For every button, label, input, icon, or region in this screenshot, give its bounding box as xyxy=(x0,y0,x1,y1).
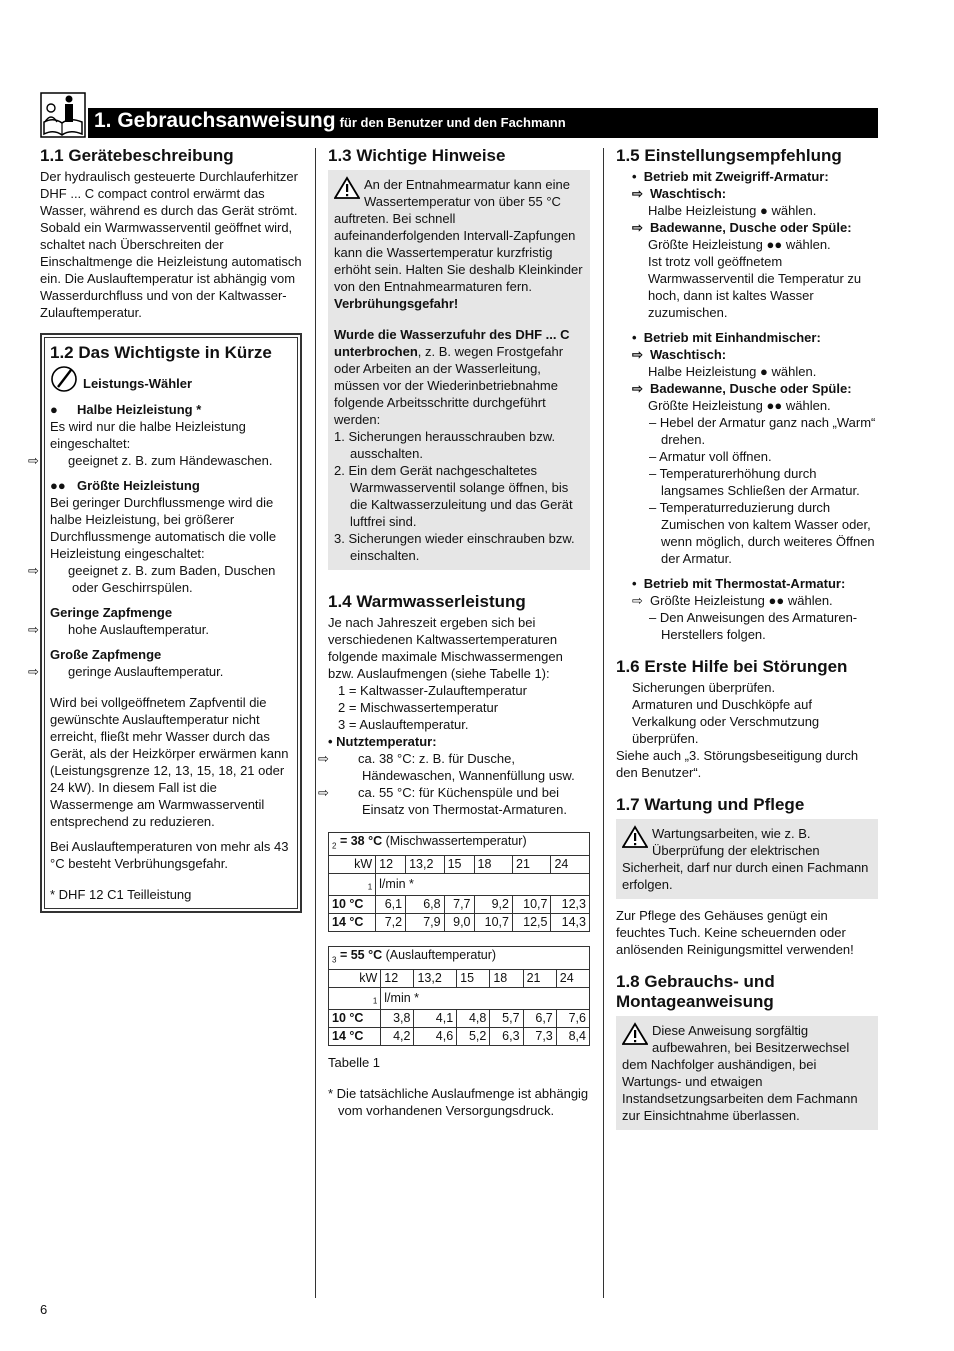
table-row: $_1$ l/min * xyxy=(329,873,590,896)
arrow-right-icon: ⇨ xyxy=(632,347,643,362)
summary-box xyxy=(28,333,302,913)
section-1-3-title: 1.3 Wichtige Hinweise xyxy=(328,146,506,165)
warning-scald-bold: Verbrühungsgefahr! xyxy=(334,296,459,311)
warning-icon xyxy=(622,825,648,849)
page-number: 6 xyxy=(40,1302,48,1317)
maintenance-warning-text: Wartungsarbeiten, wie z. B. Überprüfung der elektrischen Sicherheit, darf nur durch einen Fachmann erfolgen. xyxy=(622,826,869,892)
warning-icon xyxy=(334,176,360,200)
arrow-right-icon: ⇨ xyxy=(318,751,329,766)
first-aid-line: Sicherungen überprüfen. xyxy=(632,680,776,695)
single-lever-step: – Hebel der Armatur ganz nach „Warm“ drehen. xyxy=(649,415,876,447)
summary-paragraph-1: Wird bei vollgeöffnetem Zapfventil die gewünschte Auslauftemperatur nicht erreicht, fließt mehr Wasser durch das Gerät, als der Heizkörper erwärmen kann (Leistungsgrenze 12, 13, 15, 18, 21 oder 24 kW). In diesem Fall ist die Wassermenge am Warmwasserventil entsprechend zu reduzieren. xyxy=(50,695,289,829)
manual-keep-warning-text: Diese Anweisung sorgfältig aufbewahren, bei Besitzerwechsel dem Nachfolger aushändigen, bei Wartungs- und etwaigen Instandsetzungsarbeiten dem Fachmann zur Einsichtnahme überlassen. xyxy=(622,1023,858,1123)
table-row: 14 °C 4,2 4,6 5,2 6,3 7,3 8,4 xyxy=(329,1028,590,1046)
page-header xyxy=(40,92,878,138)
bullet-icon: • xyxy=(632,576,637,591)
table-row: $_2$ = 38 °C (Mischwassertemperatur) xyxy=(329,833,590,856)
table-row: $_1$ l/min * xyxy=(329,987,590,1010)
table-row: 14 °C 7,2 7,9 9,0 10,7 12,5 14,3 xyxy=(329,914,590,932)
table-row: kW 12 13,2 15 18 21 24 xyxy=(329,969,590,987)
thermostat-full-power: ⇨ Größte Heizleistung ●● wählen. xyxy=(632,593,833,608)
section-1-5-title: 1.5 Einstellungsempfehlung xyxy=(616,146,842,165)
legend-item: 2 = Mischwassertemperatur xyxy=(338,700,499,715)
half-power-label: ● Halbe Heizleistung * xyxy=(50,402,202,417)
bullet-icon: • xyxy=(632,330,637,345)
column-divider xyxy=(315,148,316,1298)
table-mixed-water xyxy=(328,832,590,932)
summary-paragraph-2: Bei Auslauftemperaturen von mehr als 43 °C besteht Verbrühungsgefahr. xyxy=(50,839,289,871)
arrow-right-icon: ⇨ xyxy=(28,622,39,637)
dot-icon: ● xyxy=(760,203,768,218)
section-1-7-title: 1.7 Wartung und Pflege xyxy=(616,795,805,814)
manual-keep-warning-box xyxy=(616,1016,878,1130)
maintenance-text: Zur Pflege des Gehäuses genügt ein feuchtes Tuch. Keine scheuernden oder anlösenden Reinigungsmittel verwenden! xyxy=(616,908,854,957)
section-1-4-title: 1.4 Warmwasserleistung xyxy=(328,592,526,611)
double-dot-icon: ●● xyxy=(766,398,783,413)
washbasin-label: ⇨ Waschtisch: xyxy=(632,347,727,362)
full-power-choice: Größte Heizleistung ●● wählen. xyxy=(648,398,831,413)
power-selector-icon xyxy=(50,365,78,393)
table-row: $_3$ = 55 °C (Auslauftemperatur) xyxy=(329,947,590,970)
arrow-right-icon: ⇨ xyxy=(632,593,643,608)
arrow-right-icon: ⇨ xyxy=(632,381,643,396)
arrow-right-icon: ⇨ xyxy=(28,453,39,468)
step-item: 1. Sicherungen herausschrauben bzw. ausschalten. xyxy=(334,429,556,461)
arrow-right-icon: ⇨ xyxy=(28,563,39,578)
bath-shower-label: ⇨ Badewanne, Dusche oder Spüle: xyxy=(632,220,852,235)
warning-icon xyxy=(622,1022,648,1046)
half-power-text: Es wird nur die halbe Heizleistung eingeschaltet: xyxy=(50,419,246,451)
bath-shower-label: ⇨ Badewanne, Dusche oder Spüle: xyxy=(632,381,852,396)
single-lever-step: – Temperaturerhöhung durch langsames Schließen der Armatur. xyxy=(649,466,860,498)
table-row: kW 12 13,2 15 18 21 24 xyxy=(329,855,590,873)
use-temperature-label: • Nutztemperatur: xyxy=(328,734,437,749)
double-dot-icon: ●● xyxy=(766,237,783,252)
table-outlet-water xyxy=(328,946,590,1046)
full-power-choice: Größte Heizleistung ●● wählen. xyxy=(648,237,831,252)
legend-item: 3 = Auslauftemperatur. xyxy=(338,717,469,732)
table-caption: Tabelle 1 xyxy=(328,1055,381,1070)
column-1 xyxy=(28,146,302,913)
selector-label: Leistungs-Wähler xyxy=(83,376,193,391)
bullet-icon: • xyxy=(632,169,637,184)
low-flow-text: ⇨ hohe Auslauftemperatur. xyxy=(28,622,209,637)
maintenance-warning-box xyxy=(616,819,878,899)
full-power-text: Bei geringer Durchflussmenge wird die halbe Heizleistung, bei größerer Durchflussmenge automatisch die volle Heizleistung eingeschaltet: xyxy=(50,495,277,561)
first-aid-line: Armaturen und Duschköpfe auf Verkalkung oder Verschmutzung überprüfen. xyxy=(632,697,820,746)
thermostat-step: – Den Anweisungen des Armaturen-Herstellers folgen. xyxy=(649,610,858,642)
double-dot-icon: ●● xyxy=(768,593,785,608)
table-row: 10 °C 6,1 6,8 7,7 9,2 10,7 12,3 xyxy=(329,896,590,914)
table-footnote: * Die tatsächliche Auslaufmenge ist abhängig vom vorhandenen Versorgungsdruck. xyxy=(328,1086,589,1118)
high-flow-text: ⇨ geringe Auslauftemperatur. xyxy=(28,664,224,679)
full-power-label: ●● Größte Heizleistung xyxy=(50,478,200,493)
warning-text-scald: An der Entnahmearmatur kann eine Wassertemperatur von über 55 °C auftreten. Bei schnell aufeinanderfolgenden Intervall-Zapfungen kann die Wassertemperatur kurzfristig erhöht sein. Halten Sie deshalb Kleinkinder von den Entnahmearmaturen fern. xyxy=(334,177,583,294)
legend-item: 1 = Kaltwasser-Zulauftemperatur xyxy=(338,683,527,698)
section-1-8-title: 1.8 Gebrauchs- und Montageanweisung xyxy=(616,972,775,1011)
table-row: 10 °C 3,8 4,1 4,8 5,7 6,7 7,6 xyxy=(329,1010,590,1028)
full-power-use: ⇨ geeignet z. B. zum Baden, Duschen oder Geschirrspülen. xyxy=(28,563,276,595)
user-manual-icon xyxy=(40,92,86,138)
section-1-1-title: 1.1 Gerätebeschreibung xyxy=(40,146,234,165)
half-power-choice: Halbe Heizleistung ● wählen. xyxy=(648,203,817,218)
interruption-text: Wurde die Wasserzufuhr des DHF ... C unterbrochen, z. B. wegen Frostgefahr oder Arbeiten an der Wasserleitung, müssen vor der Wiederinbetriebnahme folgende Arbeitsschritte durchgeführt werden: xyxy=(334,327,570,427)
two-handle-label: • Betrieb mit Zweigriff-Armatur: xyxy=(632,169,829,184)
double-dot-icon: ●● xyxy=(50,478,66,493)
column-2 xyxy=(318,146,590,1119)
low-flow-label: Geringe Zapfmenge xyxy=(50,605,173,620)
step-item: 2. Ein dem Gerät nachgeschaltetes Warmwasserventil solange öffnen, bis die Kaltwasserzuleitung und das Gerät luftfrei sind. xyxy=(334,463,573,529)
dot-icon: ● xyxy=(760,364,768,379)
use-temperature-55: ⇨ ca. 55 °C: für Küchenspüle und bei Einsatz von Thermostat-Armaturen. xyxy=(318,785,567,817)
two-handle-note: Ist trotz voll geöffnetem Warmwasserventil die Temperatur zu hoch, dann ist kaltes Wasser zuzumischen. xyxy=(648,254,862,320)
thermostat-label: • Betrieb mit Thermostat-Armatur: xyxy=(632,576,846,591)
section-1-1-text: Der hydraulisch gesteuerte Durchlauferhitzer DHF ... C compact control erwärmt das Wasser, während es durch das Gerät strömt. Sobald ein Warmwasserventil geöffnet wird, schaltet nach Überschreiten der Einschaltmenge die Heizleistung automatisch ein. Die Auslauftemperatur ist abhängig vom Wasserdurchfluss und von der Kaltwasser-Zulauftemperatur. xyxy=(40,169,302,320)
summary-footnote: * DHF 12 C1 Teilleistung xyxy=(50,887,192,902)
important-notes-box xyxy=(328,170,590,570)
half-power-use: ⇨ geeignet z. B. zum Händewaschen. xyxy=(28,453,273,468)
page-subtitle: für den Benutzer und den Fachmann xyxy=(339,115,566,130)
arrow-right-icon: ⇨ xyxy=(318,785,329,800)
arrow-right-icon: ⇨ xyxy=(632,186,643,201)
half-power-choice: Halbe Heizleistung ● wählen. xyxy=(648,364,817,379)
first-aid-reference: Siehe auch „3. Störungsbeseitigung durch den Benutzer“. xyxy=(616,748,859,780)
section-1-6-title: 1.6 Erste Hilfe bei Störungen xyxy=(616,657,848,676)
arrow-right-icon: ⇨ xyxy=(632,220,643,235)
high-flow-label: Große Zapfmenge xyxy=(50,647,162,662)
arrow-right-icon: ⇨ xyxy=(28,664,39,679)
washbasin-label: ⇨ Waschtisch: xyxy=(632,186,727,201)
dot-icon: ● xyxy=(50,402,58,417)
single-lever-step: – Armatur voll öffnen. xyxy=(649,449,772,464)
section-1-4-text: Je nach Jahreszeit ergeben sich bei verschiedenen Kaltwassertemperaturen folgende maximale Mischwassermengen bzw. Auslaufmengen (siehe Tabelle 1): xyxy=(328,615,563,681)
step-item: 3. Sicherungen wieder einschrauben bzw. einschalten. xyxy=(334,531,575,563)
column-3 xyxy=(616,146,878,1130)
single-lever-label: • Betrieb mit Einhandmischer: xyxy=(632,330,821,345)
header-bar xyxy=(88,108,878,138)
single-lever-step: – Temperaturreduzierung durch Zumischen von kaltem Wasser oder, wenn möglich, durch weiteres Öffnen der Armatur. xyxy=(649,500,875,566)
page-title: 1. Gebrauchsanweisung für den Benutzer und den Fachmann xyxy=(94,109,566,132)
use-temperature-38: ⇨ ca. 38 °C: z. B. für Dusche, Händewaschen, Wannenfüllung usw. xyxy=(318,751,575,783)
section-1-2-title: 1.2 Das Wichtigste in Kürze xyxy=(50,343,272,362)
column-divider xyxy=(603,148,604,1298)
